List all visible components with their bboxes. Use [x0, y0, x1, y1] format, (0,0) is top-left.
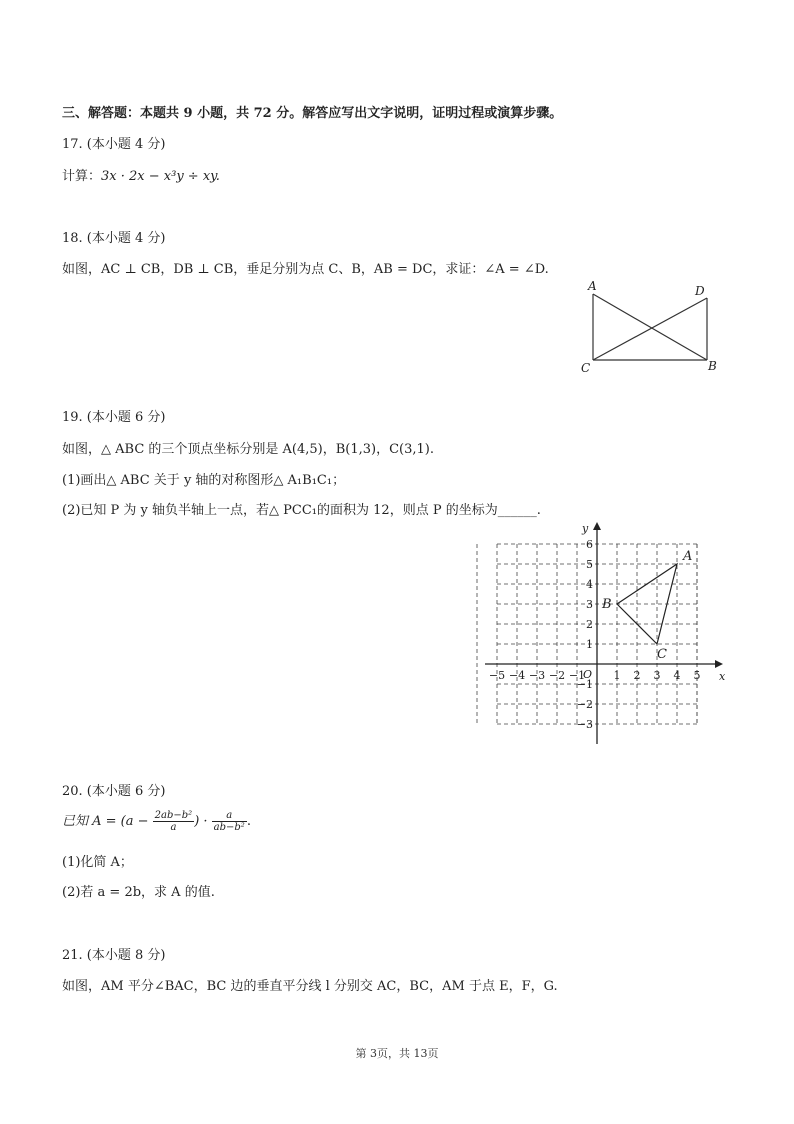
x-tick-label: 1: [613, 669, 621, 682]
y-tick-label: 6: [586, 538, 593, 551]
q20-frac1-den: a: [170, 822, 177, 833]
q18-figure: [578, 278, 728, 378]
q18-label-b: B: [708, 359, 717, 373]
x-tick-label: −2: [548, 669, 566, 682]
q19-part1: (1)画出△ ABC 关于 y 轴的对称图形△ A₁B₁C₁；: [62, 473, 346, 488]
y-axis-label: y: [582, 522, 589, 535]
y-axis-arrow-icon: [593, 522, 601, 530]
y-tick-label: 4: [586, 578, 593, 591]
point-label-b: B: [602, 597, 612, 612]
y-tick-label: 2: [586, 618, 593, 631]
q20-fraction-1: [153, 810, 195, 833]
origin-label: O: [583, 668, 593, 681]
q19-part2: (2)已知 P 为 y 轴负半轴上一点，若△ PCC₁的面积为 12，则点 P 的坐标为______.: [62, 503, 541, 518]
q19-text: 如图，△ ABC 的三个顶点坐标分别是 A(4,5)，B(1,3)，C(3,1).: [62, 442, 434, 457]
y-tick-label: 5: [586, 558, 593, 571]
q21-header: 21. (本小题 8 分): [62, 948, 166, 963]
grid-lines: [477, 544, 697, 724]
q20-frac2-num: a: [212, 810, 247, 822]
q20-part1: (1)化简 A；: [62, 855, 133, 870]
q18-header: 18. (本小题 4 分): [62, 231, 166, 246]
y-tick-label: −1: [576, 678, 593, 691]
x-axis-label: x: [719, 670, 726, 683]
q20-suffix: .: [246, 814, 251, 829]
point-label-c: C: [657, 647, 667, 662]
x-tick-label: −3: [528, 669, 546, 682]
q20-frac2-den: ab−b²: [213, 822, 245, 833]
x-tick-label: 3: [653, 669, 661, 682]
q20-expression: [62, 810, 251, 833]
x-tick-label: −1: [568, 669, 586, 682]
q18-label-d: D: [695, 284, 705, 298]
q20-mid: ) ·: [194, 814, 212, 829]
x-tick-label: −4: [508, 669, 526, 682]
q17-header: 17. (本小题 4 分): [62, 137, 166, 152]
tick-labels: [489, 538, 701, 731]
q18-label-c: C: [581, 361, 591, 375]
point-label-a: A: [683, 549, 693, 564]
q21-text: 如图，AM 平分∠BAC，BC 边的垂直平分线 l 分别交 AC，BC，AM 于点 E，F，G.: [62, 979, 558, 994]
x-tick-label: 4: [673, 669, 681, 682]
x-axis-arrow-icon: [715, 660, 723, 668]
y-tick-label: −2: [576, 698, 593, 711]
triangle-abc: [601, 549, 692, 662]
q18-text: 如图，AC ⊥ CB，DB ⊥ CB，垂足分别为点 C、B，AB = DC，求证：∠A = ∠D.: [62, 262, 549, 277]
q17-expression: 3x · 2x − x³y ÷ xy.: [101, 169, 220, 184]
q19-header: 19. (本小题 6 分): [62, 410, 166, 425]
x-tick-label: −5: [488, 669, 506, 682]
q19-coordinate-grid: [474, 518, 734, 748]
q17-prefix: 计算：: [62, 169, 102, 184]
section-title: 三、解答题：本题共 9 小题，共 72 分。解答应写出文字说明，证明过程或演算步骤。: [62, 106, 563, 121]
x-tick-label: 2: [633, 669, 641, 682]
y-tick-label: 3: [586, 598, 593, 611]
x-tick-label: 5: [693, 669, 701, 682]
q20-header: 20. (本小题 6 分): [62, 784, 166, 799]
q20-frac1-num: 2ab−b²: [154, 810, 193, 821]
y-tick-label: −3: [576, 718, 593, 731]
page-footer: 第 3页，共 13页: [355, 1047, 439, 1060]
q20-prefix: 已知 A = (a −: [62, 814, 153, 829]
q18-label-a: A: [588, 279, 597, 293]
q20-fraction-2: [212, 810, 247, 833]
q20-part2: (2)若 a = 2b，求 A 的值.: [62, 885, 215, 900]
y-tick-label: 1: [586, 638, 593, 651]
q17-body: [62, 165, 220, 184]
